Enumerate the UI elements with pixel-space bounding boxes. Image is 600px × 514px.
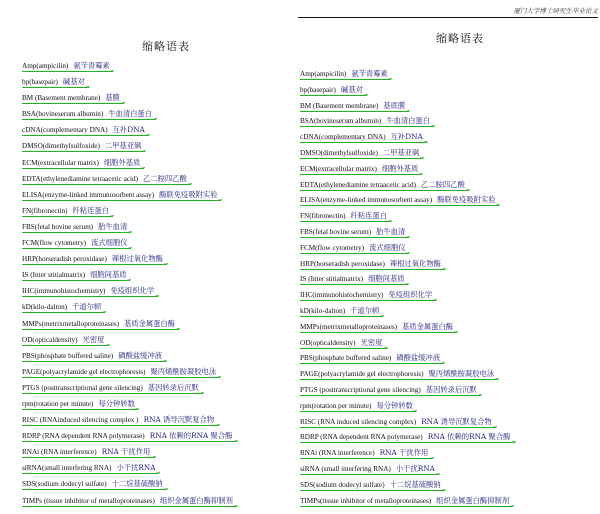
green-underline-mark bbox=[300, 506, 513, 507]
green-underline-mark bbox=[22, 457, 155, 458]
abbreviation-term: Amp(ampicilin) bbox=[22, 62, 69, 70]
abbreviation-entry bbox=[300, 433, 600, 449]
chinese-translation: 细胞外基质 bbox=[381, 163, 419, 173]
abbreviation-term: cDNA(complementary DNA) bbox=[22, 126, 108, 135]
abbreviation-term: OD(opticaldensity) bbox=[300, 338, 356, 347]
green-underline-mark bbox=[22, 232, 131, 233]
chinese-translation: 基因转录后沉默 bbox=[147, 382, 199, 392]
chinese-translation: 流式细胞仪 bbox=[91, 238, 128, 248]
chinese-translation: RNA 干扰作用 bbox=[379, 448, 429, 458]
green-underline-mark bbox=[22, 216, 113, 217]
abbreviation-entry bbox=[300, 149, 600, 165]
abbreviation-term: PTGS (posttranscriptional gene silencing) bbox=[22, 383, 143, 392]
chinese-translation: 酶联免疫吸附实验 bbox=[159, 189, 218, 199]
green-underline-mark bbox=[300, 190, 469, 191]
abbreviation-term: SDS(sodium dodecyl sulfate) bbox=[300, 480, 385, 489]
chinese-translation: 胎牛血清 bbox=[98, 221, 128, 231]
abbreviation-term: kD(kilo-dalton) bbox=[22, 303, 68, 312]
green-underline-mark bbox=[22, 506, 237, 507]
abbreviation-entry bbox=[22, 320, 292, 336]
abbreviation-term: PBS(phosphate buffered saline) bbox=[22, 351, 114, 360]
chinese-translation: 磷酸盐缓冲液 bbox=[118, 350, 163, 360]
abbreviation-term: DMSO(dimethylsulfoxide) bbox=[22, 142, 100, 151]
chinese-translation: 互补DNA bbox=[112, 125, 145, 135]
chinese-translation: RNA 诱导沉默复合物 bbox=[143, 415, 215, 425]
chinese-translation: 免疫组织化学 bbox=[110, 286, 155, 296]
abbreviation-list bbox=[22, 62, 292, 513]
abbreviation-entry bbox=[300, 449, 600, 465]
chinese-translation: 二甲基亚砜 bbox=[382, 147, 420, 157]
abbreviation-entry bbox=[22, 384, 292, 400]
green-underline-mark bbox=[22, 71, 113, 72]
green-underline-mark bbox=[22, 248, 131, 249]
abbreviation-entry bbox=[22, 464, 292, 480]
abbreviation-entry bbox=[300, 370, 600, 386]
abbreviation-entry bbox=[300, 228, 600, 244]
chinese-translation: 聚丙烯酰胺凝胶电泳 bbox=[428, 369, 495, 379]
abbreviation-entry bbox=[22, 336, 292, 352]
chinese-translation: RNA 诱导沉默复合物 bbox=[421, 416, 492, 426]
abbreviation-term: MMPs(metrixmetalloproteinases) bbox=[22, 319, 120, 328]
abbreviation-term: RDRP (RNA dependent RNA polymerase) bbox=[300, 433, 423, 442]
abbreviation-entry bbox=[22, 175, 292, 191]
abbreviation-entry bbox=[300, 244, 600, 260]
green-underline-mark bbox=[300, 158, 423, 159]
green-underline-mark bbox=[22, 345, 109, 346]
abbreviation-term: PBS(phosphate buffered saline) bbox=[300, 354, 392, 363]
abbreviation-entry bbox=[22, 94, 292, 110]
chinese-translation: 碱基对 bbox=[340, 84, 363, 94]
abbreviation-term: HRP(horseradish peroxidase) bbox=[300, 259, 385, 268]
chinese-translation: 基质金属蛋白酶 bbox=[402, 321, 454, 331]
abbreviation-term: RISC (RNA induced silencing complex) bbox=[300, 417, 417, 426]
abbreviation-term: RNAi (RNA interference) bbox=[300, 449, 375, 458]
chinese-translation: 牛血清白蛋白 bbox=[386, 116, 431, 126]
abbreviation-entry bbox=[22, 352, 292, 368]
page-title: 缩略语表 bbox=[436, 32, 484, 45]
abbreviation-entry bbox=[22, 239, 292, 255]
green-underline-mark bbox=[300, 442, 515, 443]
abbreviation-entry bbox=[22, 255, 292, 271]
abbreviation-entry bbox=[300, 260, 600, 276]
chinese-translation: 小干扰RNA bbox=[395, 463, 435, 473]
abbreviation-entry bbox=[22, 287, 292, 303]
abbreviation-term: rpm(rotation per minute) bbox=[300, 401, 372, 410]
chinese-translation: 千道尔顿 bbox=[72, 302, 102, 312]
chinese-translation: 辣根过氧化物酶 bbox=[389, 258, 441, 268]
green-underline-mark bbox=[300, 348, 387, 349]
green-underline-mark bbox=[22, 200, 221, 201]
chinese-translation: RNA 依赖的RNA 聚合酶 bbox=[149, 431, 233, 441]
green-underline-mark bbox=[300, 174, 422, 175]
green-underline-mark bbox=[22, 296, 158, 297]
chinese-translation: 流式细胞仪 bbox=[369, 242, 406, 252]
abbreviation-entry bbox=[22, 400, 292, 416]
chinese-translation: 组织金属蛋白酶抑制剂 bbox=[436, 495, 510, 505]
green-underline-mark bbox=[22, 473, 159, 474]
green-underline-mark bbox=[22, 280, 130, 281]
abbreviation-entry bbox=[300, 386, 600, 402]
abbreviation-entry bbox=[22, 142, 292, 158]
abbreviation-term: BSA(bovineserum albumin) bbox=[22, 110, 104, 119]
abbreviation-term: ELISA(enzyme-linked immunosorbent assay) bbox=[300, 196, 433, 205]
chinese-translation: 细胞间基质 bbox=[368, 274, 405, 284]
abbreviation-term: ECM(extracellular matrix) bbox=[300, 164, 377, 173]
abbreviation-term: TIMPs (tissue inhibitor of metalloproteinases) bbox=[22, 496, 155, 505]
abbreviation-entry bbox=[300, 165, 600, 181]
green-underline-mark bbox=[22, 409, 138, 410]
green-underline-mark bbox=[22, 135, 149, 136]
abbreviation-entry bbox=[300, 402, 600, 418]
chinese-translation: 基因转录后沉默 bbox=[425, 384, 477, 394]
green-underline-mark bbox=[22, 168, 144, 169]
abbreviation-term: cDNA(complementary DNA) bbox=[300, 133, 386, 142]
chinese-translation: 聚丙烯酰胺凝胶电泳 bbox=[150, 366, 217, 376]
abbreviation-entry bbox=[22, 207, 292, 223]
abbreviation-list bbox=[300, 70, 600, 512]
abbreviation-entry bbox=[300, 196, 600, 212]
abbreviation-term: RNAi (RNA interference) bbox=[22, 448, 97, 457]
green-underline-mark bbox=[22, 264, 167, 265]
abbreviation-entry bbox=[22, 78, 292, 94]
green-underline-mark bbox=[22, 103, 124, 104]
abbreviation-term: BSA(bovineserum albumin) bbox=[300, 117, 382, 126]
abbreviation-entry bbox=[22, 62, 292, 78]
green-underline-mark bbox=[22, 393, 203, 394]
green-underline-mark bbox=[300, 427, 496, 428]
green-underline-mark bbox=[22, 441, 237, 442]
chinese-translation: 基膜 bbox=[105, 93, 120, 103]
abbreviation-term: FBS(fetal bovine serum) bbox=[300, 227, 372, 236]
abbreviation-entry bbox=[22, 223, 292, 239]
chinese-translation: 细胞间基质 bbox=[90, 270, 127, 280]
abbreviation-entry bbox=[300, 354, 600, 370]
chinese-translation: 每分钟转数 bbox=[376, 400, 413, 410]
chinese-translation: 光密度 bbox=[82, 334, 105, 344]
green-underline-mark bbox=[300, 205, 499, 206]
abbreviation-entry bbox=[300, 181, 600, 197]
green-underline-mark bbox=[300, 395, 481, 396]
abbreviation-term: kD(kilo-dalton) bbox=[300, 306, 346, 315]
chinese-translation: RNA 干扰作用 bbox=[101, 447, 151, 457]
green-underline-mark bbox=[22, 489, 167, 490]
abbreviation-term: HRP(horseradish peroxidase) bbox=[22, 255, 107, 264]
abbreviation-term: IS (Inter stitialmatrix) bbox=[22, 271, 86, 280]
abbreviation-term: ECM(extracellular matrix) bbox=[22, 158, 99, 167]
abbreviation-entry bbox=[300, 497, 600, 513]
green-underline-mark bbox=[300, 142, 427, 143]
green-underline-mark bbox=[300, 253, 409, 254]
abbreviation-term: RISC (RNAinduced silencing complex ) bbox=[22, 416, 139, 425]
chinese-translation: 牛血清白蛋白 bbox=[108, 109, 153, 119]
abbreviation-entry bbox=[300, 465, 600, 481]
abbreviation-entry bbox=[300, 212, 600, 228]
green-underline-mark bbox=[22, 151, 145, 152]
abbreviation-entry bbox=[22, 191, 292, 207]
green-underline-mark bbox=[22, 425, 219, 426]
chinese-translation: 十二烷基硫酸钠 bbox=[389, 479, 441, 489]
abbreviation-term: TIMPs(tissue inhibitor of metalloproteinases) bbox=[300, 496, 432, 505]
green-underline-mark bbox=[300, 490, 445, 491]
green-underline-mark bbox=[300, 363, 444, 364]
abbreviation-term: ELISA(enzyme-linked immunosorbent assay) bbox=[22, 190, 155, 199]
chinese-translation: 二甲基亚砜 bbox=[104, 141, 142, 151]
abbreviation-term: FN(fibronectin) bbox=[22, 206, 68, 215]
chinese-translation: 细胞外基质 bbox=[103, 157, 141, 167]
green-underline-mark bbox=[300, 237, 409, 238]
abbreviation-entry bbox=[300, 86, 600, 102]
abbreviation-term: PAGE(polyacrylamide gel electrophoresis) bbox=[300, 370, 424, 379]
abbreviation-entry bbox=[300, 339, 600, 355]
abbreviation-term: PTGS (posttranscriptional gene silencing) bbox=[300, 385, 421, 394]
green-underline-mark bbox=[300, 458, 433, 459]
abbreviation-entry bbox=[300, 70, 600, 86]
green-underline-mark bbox=[22, 119, 156, 120]
abbreviation-term: PAGE(polyacrylamide gel electrophoresis) bbox=[22, 367, 146, 376]
abbreviation-entry bbox=[300, 291, 600, 307]
abbreviation-term: IS (Inter stitialmatrix) bbox=[300, 275, 364, 284]
abbreviation-term: siRNA(small interfering RNA) bbox=[22, 464, 112, 473]
green-underline-mark bbox=[300, 79, 391, 80]
abbreviation-term: bp(basepair) bbox=[22, 78, 58, 87]
abbreviation-entry bbox=[300, 481, 600, 497]
chinese-translation: 纤粘连蛋白 bbox=[350, 211, 387, 221]
green-underline-mark bbox=[300, 111, 409, 112]
abbreviation-entry bbox=[22, 303, 292, 319]
abbreviation-term: FCM(flow cytometry) bbox=[22, 239, 87, 248]
abbreviation-entry bbox=[22, 432, 292, 448]
abbreviation-entry bbox=[22, 368, 292, 384]
abbreviation-entry bbox=[22, 126, 292, 142]
chinese-translation: 基质金属蛋白酶 bbox=[124, 318, 176, 328]
green-underline-mark bbox=[22, 312, 105, 313]
abbreviation-term: FN(fibronectin) bbox=[300, 212, 346, 221]
abbreviation-term: FBS(fetal bovine serum) bbox=[22, 222, 94, 231]
chinese-translation: 乙二胺四乙酸 bbox=[420, 179, 465, 189]
abbreviation-term: EDTA(ethylenediamine tetraacetic acid) bbox=[22, 174, 138, 183]
abbreviation-entry bbox=[300, 323, 600, 339]
chinese-translation: 氨苄青霉素 bbox=[351, 69, 388, 78]
chinese-translation: 磷酸盐缓冲液 bbox=[396, 353, 441, 363]
chinese-translation: 小干扰RNA bbox=[116, 463, 156, 473]
abbreviation-entry bbox=[22, 416, 292, 432]
chinese-translation: 纤粘连蛋白 bbox=[72, 205, 109, 215]
green-underline-mark bbox=[300, 316, 383, 317]
abbreviation-term: rpm(rotation per minute) bbox=[22, 399, 94, 408]
abbreviation-entry bbox=[22, 448, 292, 464]
green-underline-mark bbox=[300, 221, 391, 222]
abbreviation-entry bbox=[300, 418, 600, 434]
chinese-translation: 基底膜 bbox=[383, 100, 406, 110]
abbreviation-entry bbox=[300, 275, 600, 291]
chinese-translation: 十二烷基硫酸钠 bbox=[111, 479, 163, 489]
green-underline-mark bbox=[22, 329, 179, 330]
abbreviation-entry bbox=[300, 102, 600, 118]
green-underline-mark bbox=[300, 95, 367, 96]
abbreviation-term: IHC(immunohistochemistry) bbox=[22, 287, 106, 296]
abbreviation-term: FCM(flow cytometry) bbox=[300, 243, 365, 252]
green-underline-mark bbox=[22, 184, 191, 185]
left-page-draft bbox=[0, 0, 292, 514]
green-underline-mark bbox=[22, 87, 89, 88]
green-underline-mark bbox=[300, 379, 498, 380]
chinese-translation: RNA 依赖的RNA 聚合酶 bbox=[427, 432, 511, 442]
green-underline-mark bbox=[300, 474, 439, 475]
abbreviation-term: Amp(ampicilin) bbox=[300, 70, 347, 78]
abbreviation-entry bbox=[22, 480, 292, 496]
chinese-translation: 氨苄青霉素 bbox=[73, 61, 110, 70]
abbreviation-term: MMPs(metrixmetalloproteinases) bbox=[300, 322, 398, 331]
chinese-translation: 乙二胺四乙酸 bbox=[142, 173, 187, 183]
chinese-translation: 胎牛血清 bbox=[376, 226, 406, 236]
abbreviation-term: bp(basepair) bbox=[300, 85, 336, 94]
chinese-translation: 组织金属蛋白酶抑制剂 bbox=[159, 495, 233, 505]
abbreviation-entry bbox=[300, 307, 600, 323]
chinese-translation: 每分钟转数 bbox=[98, 398, 135, 408]
abbreviation-entry bbox=[300, 133, 600, 149]
abbreviation-term: SDS(sodium dodecyl sulfate) bbox=[22, 480, 107, 489]
green-underline-mark bbox=[22, 361, 166, 362]
green-underline-mark bbox=[300, 411, 416, 412]
abbreviation-entry bbox=[22, 110, 292, 126]
abbreviation-term: IHC(immunohistochemistry) bbox=[300, 291, 384, 300]
green-underline-mark bbox=[22, 377, 220, 378]
abbreviation-term: OD(opticaldensity) bbox=[22, 335, 78, 344]
abbreviation-term: BM (Basement membrane) bbox=[300, 101, 379, 110]
green-underline-mark bbox=[300, 284, 408, 285]
green-underline-mark bbox=[300, 332, 457, 333]
green-underline-mark bbox=[300, 269, 445, 270]
abbreviation-term: siRNA (small interfering RNA) bbox=[300, 464, 391, 473]
chinese-translation: 酶联免疫吸附实验 bbox=[437, 195, 496, 205]
green-underline-mark bbox=[300, 126, 434, 127]
abbreviation-entry bbox=[22, 271, 292, 287]
green-underline-mark bbox=[300, 300, 436, 301]
chinese-translation: 免疫组织化学 bbox=[388, 290, 433, 300]
running-header: 厦门大学博士研究生毕业论文 bbox=[298, 6, 598, 18]
page-title: 缩略语表 bbox=[142, 40, 190, 53]
abbreviation-entry bbox=[300, 117, 600, 133]
chinese-translation: 千道尔顿 bbox=[350, 305, 380, 315]
abbreviation-term: EDTA(ethylenediamine tetraacetic acid) bbox=[300, 180, 416, 189]
abbreviation-term: RDRP (RNA dependent RNA polymerase) bbox=[22, 432, 145, 441]
chinese-translation: 辣根过氧化物酶 bbox=[111, 254, 163, 264]
right-page-final bbox=[300, 0, 600, 514]
abbreviation-term: DMSO(dimethylsulfoxide) bbox=[300, 148, 378, 157]
abbreviation-entry bbox=[22, 497, 292, 513]
chinese-translation: 光密度 bbox=[360, 337, 383, 347]
chinese-translation: 互补DNA bbox=[390, 132, 423, 142]
chinese-translation: 碱基对 bbox=[62, 77, 85, 87]
abbreviation-term: BM (Basement membrane) bbox=[22, 94, 101, 103]
abbreviation-entry bbox=[22, 159, 292, 175]
